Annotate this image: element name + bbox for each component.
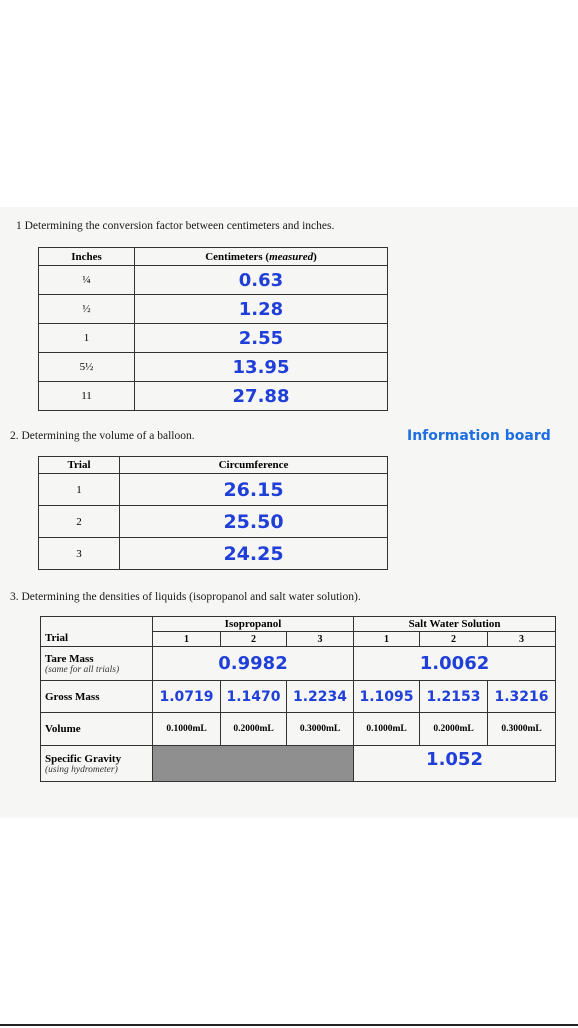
question-2-title: 2. Determining the volume of a balloon. [10, 430, 195, 442]
specific-gravity-label [41, 746, 153, 782]
table-row [39, 295, 388, 324]
gross-mass-label: Gross Mass [41, 681, 153, 713]
cm-cell: 1.28 [135, 295, 388, 324]
density-table [40, 616, 556, 782]
top-blank-area [0, 0, 578, 207]
inches-header: Inches [39, 248, 135, 266]
question-3-title: 3. Determining the densities of liquids (isopropanol and salt water solution). [10, 591, 361, 603]
cm-cell: 13.95 [135, 353, 388, 382]
specific-gravity-salt-value: 1.052 [354, 746, 556, 782]
tare-salt-value: 1.0062 [354, 647, 556, 681]
volume-cell: 0.2000mL [420, 713, 488, 746]
information-board-label: Information board [407, 428, 551, 444]
circumference-cell: 25.50 [120, 506, 388, 538]
circumference-cell: 26.15 [120, 474, 388, 506]
volume-cell: 0.1000mL [153, 713, 221, 746]
gross-mass-cell: 1.3216 [488, 681, 556, 713]
tare-mass-note: (same for all trials) [45, 664, 120, 675]
gross-mass-cell: 1.2153 [420, 681, 488, 713]
volume-cell: 0.1000mL [354, 713, 420, 746]
tare-mass-text: Tare Mass [45, 652, 94, 665]
inches-cell: 5½ [39, 353, 135, 382]
circumference-header: Circumference [120, 457, 388, 474]
volume-label: Volume [41, 713, 153, 746]
table-row [39, 506, 388, 538]
trial-number: 3 [287, 632, 354, 647]
balloon-table [38, 456, 388, 570]
table-row [39, 382, 388, 411]
cm-cell: 27.88 [135, 382, 388, 411]
trial-cell: 2 [39, 506, 120, 538]
inches-cell: 11 [39, 382, 135, 411]
salt-water-header: Salt Water Solution [354, 617, 556, 632]
specific-gravity-note: (using hydrometer) [45, 764, 118, 775]
volume-cell: 0.3000mL [488, 713, 556, 746]
shaded-cell [153, 746, 354, 782]
tare-isopropanol-value: 0.9982 [153, 647, 354, 681]
circumference-cell: 24.25 [120, 538, 388, 570]
isopropanol-header: Isopropanol [153, 617, 354, 632]
trial-number: 3 [488, 632, 556, 647]
trial-number: 2 [420, 632, 488, 647]
volume-cell: 0.3000mL [287, 713, 354, 746]
inches-cell: ½ [39, 295, 135, 324]
specific-gravity-text: Specific Gravity [45, 752, 122, 765]
trial-number: 1 [354, 632, 420, 647]
trial-cell: 1 [39, 474, 120, 506]
centimeters-header: Centimeters (measured) [135, 248, 388, 266]
inches-cell: ¼ [39, 266, 135, 295]
gross-mass-cell: 1.1095 [354, 681, 420, 713]
table-row [39, 474, 388, 506]
question-1-title: 1 Determining the conversion factor between centimeters and inches. [16, 220, 335, 232]
volume-cell: 0.2000mL [221, 713, 287, 746]
table-row [39, 538, 388, 570]
table-row [39, 324, 388, 353]
inches-cell: 1 [39, 324, 135, 353]
trial-header: Trial [39, 457, 120, 474]
cm-cell: 2.55 [135, 324, 388, 353]
bottom-divider [0, 1024, 578, 1026]
trial-number: 2 [221, 632, 287, 647]
trial-cell: 3 [39, 538, 120, 570]
gross-mass-cell: 1.0719 [153, 681, 221, 713]
trial-label: Trial [41, 617, 153, 647]
table-row [39, 353, 388, 382]
trial-number: 1 [153, 632, 221, 647]
conversion-table [38, 247, 388, 411]
tare-mass-label [41, 647, 153, 681]
cm-cell: 0.63 [135, 266, 388, 295]
gross-mass-cell: 1.2234 [287, 681, 354, 713]
gross-mass-cell: 1.1470 [221, 681, 287, 713]
table-row [39, 266, 388, 295]
